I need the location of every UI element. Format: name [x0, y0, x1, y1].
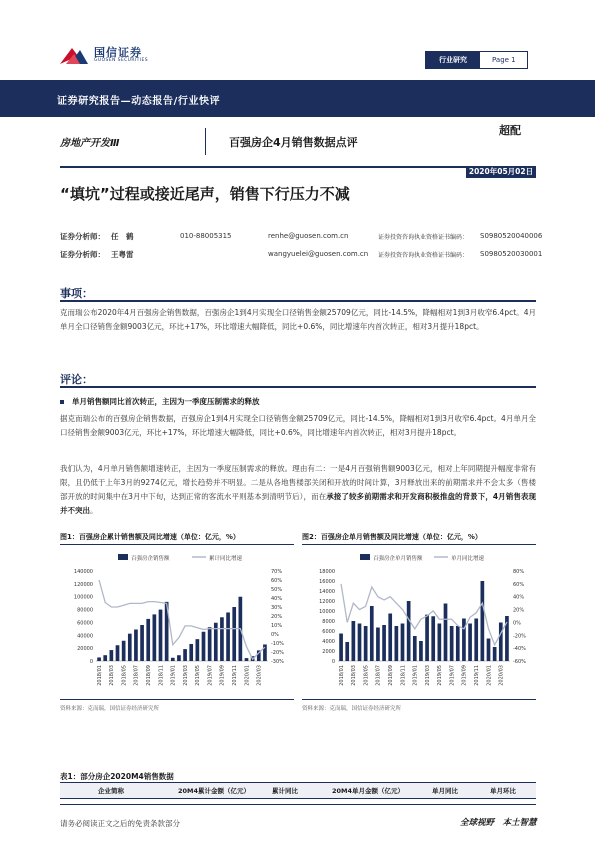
bar — [153, 614, 157, 661]
events-text: 克而瑞公布2020年4月百强房企销售数据，百强房企1到4月实现全口径销售金额25709亿元，同比-14.5%，降幅相对1到3月收窄6.4pct。4月单月全口径销售金额9003亿元，环比+17%，环比增速大幅降低，同比+0.6%，同比增速年内首次转正，相对3月提升18pct。 — [60, 308, 536, 331]
x-tick-label: 2019/09 — [219, 665, 226, 686]
x-tick-label: 2019/03 — [182, 665, 189, 686]
bar — [419, 641, 423, 661]
figure1-title: 图1：百强房企累计销售额及同比增速（单位：亿元，%） — [60, 533, 240, 541]
bar — [122, 641, 126, 661]
x-tick-label: 2019/05 — [437, 665, 444, 686]
table-col-cum-amount: 20M4累计金额（亿元） — [178, 787, 251, 795]
table-col-cum-yoy: 累计同比 — [272, 787, 298, 795]
sub-industry: 房地产开发Ⅲ — [60, 138, 120, 149]
x-tick-label: 2018/11 — [158, 665, 165, 686]
bar — [468, 624, 472, 662]
bar — [345, 642, 349, 661]
y-left-tick-label: 0 — [331, 659, 335, 665]
bar — [382, 625, 386, 661]
bar — [376, 628, 380, 662]
report-type: 证券研究报告—动态报告/行业快评 — [57, 96, 221, 107]
analyst-row — [60, 249, 134, 260]
x-tick-label: 2018/05 — [121, 665, 128, 686]
bar — [364, 626, 368, 661]
analyst-email[interactable]: renhe@guosen.com.cn — [268, 232, 349, 240]
x-tick-label: 2018/07 — [375, 665, 382, 686]
bar — [407, 601, 411, 661]
analyst-row — [60, 231, 134, 242]
y-right-tick-label: 40% — [513, 594, 525, 601]
y-left-tick-label: 8000 — [322, 619, 335, 625]
x-tick-label: 2019/11 — [232, 665, 239, 686]
bar — [358, 624, 362, 662]
guosen-logo — [58, 44, 178, 68]
analyst-phone: 010-88005315 — [180, 232, 232, 240]
bar — [413, 636, 417, 661]
y-right-tick-label: -40% — [513, 646, 526, 653]
y-right-tick-label: -30% — [271, 659, 284, 665]
y-left-tick-label: 120000 — [73, 581, 93, 588]
y-left-tick-label: 6000 — [322, 629, 335, 635]
y-left-tick-label: 80000 — [77, 607, 93, 614]
bar — [263, 644, 267, 661]
x-tick-label: 2020/03 — [498, 665, 505, 686]
bar — [189, 644, 193, 661]
y-right-tick-label: 60% — [513, 581, 525, 588]
x-tick-label: 2018/09 — [388, 665, 395, 686]
y-right-tick-label: 60% — [271, 578, 283, 584]
x-tick-label: 2019/09 — [461, 665, 468, 686]
logo-sub: GUOSEN SECURITIES — [94, 58, 148, 63]
events-heading: 事项： — [60, 287, 93, 300]
x-tick-label: 2018/01 — [338, 665, 345, 686]
title-divider — [205, 128, 206, 155]
y-right-tick-label: 80% — [513, 569, 525, 575]
bar — [110, 650, 114, 661]
bar — [493, 647, 497, 661]
table1-header — [60, 782, 536, 799]
table1-title: 表1：部分房企2020M4销售数据 — [60, 772, 174, 781]
comment-divider — [60, 386, 536, 388]
bar — [97, 657, 101, 661]
footer-slogan: 全球视野 本土智慧 — [460, 818, 537, 828]
x-tick-label: 2018/01 — [96, 665, 103, 686]
legend-swatch-bar — [360, 554, 370, 560]
bar — [202, 632, 206, 661]
bar — [456, 626, 460, 661]
y-left-tick-label: 10000 — [319, 609, 335, 615]
y-left-tick-label: 0 — [89, 659, 93, 665]
y-right-tick-label: 0% — [271, 632, 279, 638]
bar — [481, 581, 485, 661]
y-right-tick-label: 30% — [271, 605, 283, 611]
legend-label-bar: 百强房企单月销售额 — [373, 556, 423, 562]
guosen-logo-icon — [58, 44, 90, 66]
x-tick-label: 2019/11 — [474, 665, 481, 686]
x-tick-label: 2020/01 — [486, 665, 493, 686]
y-left-tick-label: 60000 — [77, 620, 93, 627]
x-tick-label: 2018/07 — [133, 665, 140, 686]
rating: 超配 — [499, 124, 521, 137]
bar — [339, 634, 343, 662]
page-number: Page 1 — [492, 56, 516, 64]
events-divider — [60, 300, 536, 302]
bar — [128, 634, 132, 661]
bar — [146, 619, 150, 661]
y-right-tick-label: 50% — [271, 587, 283, 593]
x-tick-label: 2018/03 — [109, 665, 116, 686]
y-right-tick-label: 20% — [513, 607, 525, 614]
analyst-name: 王粤雷 — [111, 250, 134, 259]
x-tick-label: 2019/03 — [424, 665, 431, 686]
analyst-email[interactable]: wangyuelei@guosen.com.cn — [268, 250, 369, 258]
figure2-frame — [302, 544, 536, 700]
x-tick-label: 2019/05 — [195, 665, 202, 686]
figure2-source: 资料来源：克而瑞，国信证券经济研究所 — [302, 706, 402, 712]
x-tick-label: 2018/09 — [146, 665, 153, 686]
bar — [196, 639, 200, 661]
x-tick-label: 2019/07 — [207, 665, 214, 686]
table-col-company: 企业简称 — [98, 787, 124, 795]
analyst-cert-label: 证券投资咨询执业资格证书编码： — [378, 252, 469, 259]
bar — [352, 621, 356, 661]
bar — [388, 614, 392, 662]
y-left-tick-label: 40000 — [77, 633, 93, 640]
analyst-cert: S0980520030001 — [480, 250, 543, 258]
analyst-cert-label: 证券投资咨询执业资格证书编码： — [378, 234, 469, 241]
y-left-tick-label: 20000 — [77, 646, 93, 653]
y-right-tick-label: 40% — [271, 596, 283, 602]
table-col-month-yoy: 单月同比 — [432, 787, 458, 795]
analyst-role: 证券分析师： — [60, 232, 105, 241]
x-tick-label: 2019/01 — [170, 665, 177, 686]
y-right-tick-label: 10% — [271, 623, 283, 629]
y-right-tick-label: -10% — [271, 641, 284, 647]
date-divider — [60, 166, 536, 168]
y-left-tick-label: 140000 — [73, 569, 93, 575]
y-left-tick-label: 100000 — [73, 594, 93, 601]
bar — [462, 619, 466, 662]
comment-heading: 评论： — [60, 373, 93, 386]
legend-swatch-bar — [118, 554, 128, 560]
bar — [226, 612, 230, 661]
bar — [444, 604, 448, 662]
y-right-tick-label: -60% — [513, 659, 526, 665]
bullet-heading: 单月销售额同比首次转正，主因为一季度压制需求的释放 — [60, 396, 260, 407]
bar — [438, 624, 442, 662]
x-tick-label: 2018/03 — [351, 665, 358, 686]
x-tick-label: 2018/05 — [363, 665, 370, 686]
logo-name: 国信证券 — [94, 46, 142, 59]
y-left-tick-label: 18000 — [319, 569, 335, 575]
x-tick-label: 2019/01 — [412, 665, 419, 686]
legend-label-line: 累计同比增速 — [209, 556, 243, 562]
figure2-title: 图2：百强房企单月销售额及同比增速（单位：亿元，%） — [302, 533, 482, 541]
bar — [103, 655, 107, 661]
figure1-chart — [60, 545, 294, 699]
bar — [116, 645, 120, 661]
bar — [499, 623, 503, 662]
report-date: 2020年05月02日 — [466, 166, 536, 178]
bar — [487, 639, 491, 662]
y-right-tick-label: 20% — [271, 614, 283, 620]
bar — [431, 616, 435, 661]
y-right-tick-label: 0% — [513, 620, 521, 627]
figure1-frame — [60, 544, 294, 700]
footer-divider — [60, 804, 536, 805]
x-tick-label: 2018/11 — [400, 665, 407, 686]
footer-disclaimer: 请务必阅读正文之后的免责条款部分 — [60, 819, 180, 828]
bar — [140, 625, 144, 661]
bar — [183, 649, 187, 661]
headline: “填坑”过程或接近尾声，销售下行压力不减 — [60, 185, 350, 203]
bar — [370, 606, 374, 661]
tag-industry-research: 行业研究 — [426, 52, 480, 68]
bar — [171, 658, 175, 661]
comment-para2: 我们认为，4月单月销售额增速转正，主因为一季度压制需求的释放。理由有二：一是4月百强销售额9003亿元，相对上年同期提升幅度非常有限，且仍低于上年3月的9274亿元，增长趋势并不明显。二是从各地售楼部关闭和开放的时间计算，3月释放出来的前期需求并不会太多（售楼部开放的时间集中在3月中下旬，达到正常的客流水平则基本到清明节后），而在承接了较多前期需求和开发商积极推盘的背景下，4月销售表现并不突出。 — [60, 464, 536, 515]
y-right-tick-label: -20% — [513, 633, 526, 640]
table-col-month-mom: 单月环比 — [490, 787, 516, 795]
y-left-tick-label: 16000 — [319, 579, 335, 585]
legend-label-line: 单月同比增速 — [451, 556, 485, 562]
x-tick-label: 2020/03 — [256, 665, 263, 686]
bar — [395, 626, 399, 661]
page-tag — [425, 51, 528, 69]
y-left-tick-label: 4000 — [322, 639, 335, 645]
bar — [159, 610, 163, 661]
comment-para1: 据克而瑞公布的百强房企销售数据，百强房企1到4月实现全口径销售金额25709亿元，同比-14.5%，降幅相对1到3月收窄6.4pct。4月单月全口径销售金额9003亿元，环比+17%，环比增速大幅降低，同比+0.6%，同比增速年内首次转正，相对3月提升18pct。 — [60, 414, 536, 437]
bar — [474, 619, 478, 662]
analyst-role: 证券分析师： — [60, 250, 105, 259]
bar — [245, 658, 249, 661]
bar — [177, 655, 181, 661]
analyst-name: 任 鹤 — [111, 232, 134, 241]
legend-label-bar: 百强房企销售额 — [131, 556, 170, 562]
bullet-square-icon — [60, 400, 64, 404]
report-type-banner — [0, 80, 595, 117]
figure1-source: 资料来源：克而瑞，国信证券经济研究所 — [60, 706, 160, 712]
y-right-tick-label: 70% — [271, 569, 283, 575]
bar — [401, 624, 405, 662]
table-col-month-amount: 20M4单月金额（亿元） — [332, 787, 405, 795]
bar — [232, 607, 236, 661]
y-left-tick-label: 12000 — [319, 599, 335, 605]
bar — [425, 615, 429, 661]
figure2-chart — [302, 545, 536, 699]
analyst-cert: S0980520040006 — [480, 232, 543, 240]
x-tick-label: 2020/01 — [244, 665, 251, 686]
bar — [220, 617, 224, 661]
y-left-tick-label: 14000 — [319, 589, 335, 595]
report-title: 百强房企4月销售数据点评 — [229, 136, 358, 149]
bar — [208, 627, 212, 661]
y-left-tick-label: 2000 — [322, 649, 335, 655]
bar — [134, 630, 138, 662]
bar — [450, 626, 454, 661]
report-title-row — [0, 117, 595, 153]
x-tick-label: 2019/07 — [449, 665, 456, 686]
y-right-tick-label: -20% — [271, 650, 284, 656]
